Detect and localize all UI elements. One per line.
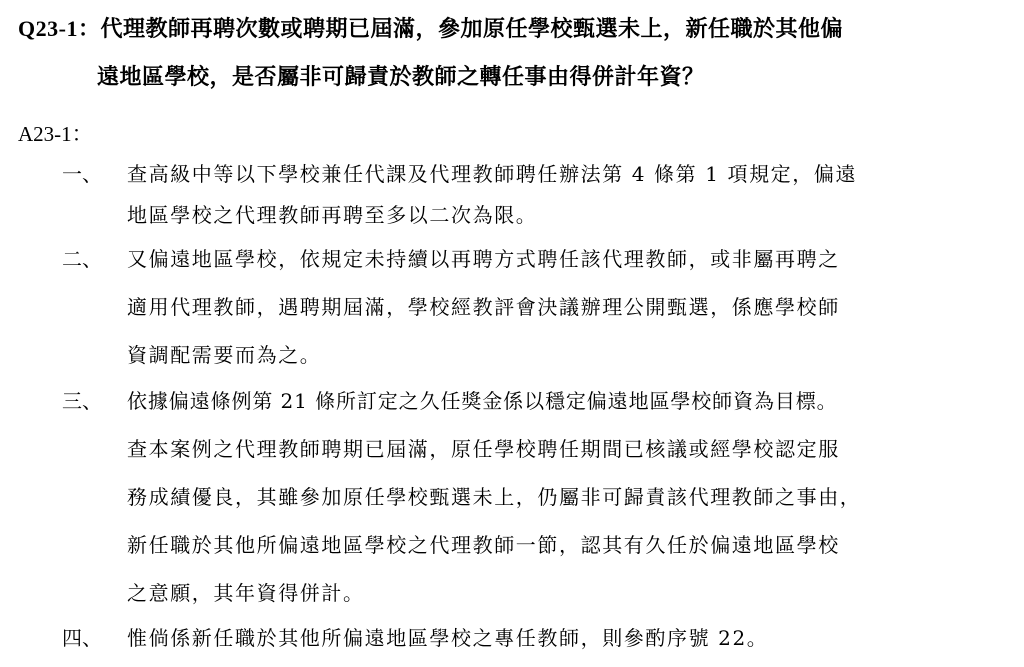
item-2-line-3: 資調配需要而為之。 (127, 343, 322, 367)
item-2-line-2: 適用代理教師，遇聘期屆滿，學校經教評會決議辦理公開甄選，係應學校師 (127, 295, 840, 319)
question-line-1 (18, 12, 843, 43)
item-marker-4: 四、 (62, 626, 102, 650)
item-3-line-2: 查本案例之代理教師聘期已屆滿，原任學校聘任期間已核議或經學校認定服 (127, 437, 840, 461)
question-text-1: 代理教師再聘次數或聘期已屆滿，參加原任學校甄選未上，新任職於其他偏 (100, 16, 843, 42)
question-line-2 (97, 60, 705, 91)
item-1-line-1: 查高級中等以下學校兼任代課及代理教師聘任辦法第 4 條第 1 項規定，偏遠 (127, 162, 858, 186)
item-marker-3: 三、 (62, 389, 102, 413)
question-text-2: 遠地區學校，是否屬非可歸責於教師之轉任事由得併計年資？ (97, 64, 705, 90)
item-marker-1: 一、 (62, 162, 102, 186)
question-label: Q23-1： (18, 16, 101, 41)
item-1-line-2: 地區學校之代理教師再聘至多以二次為限。 (127, 203, 538, 227)
item-3-line-1: 依據偏遠條例第 21 條所訂定之久任獎金係以穩定偏遠地區學校師資為目標。 (127, 389, 838, 413)
item-4-line-1: 惟倘係新任職於其他所偏遠地區學校之專任教師，則參酌序號 22。 (127, 626, 769, 650)
item-3-line-4: 新任職於其他所偏遠地區學校之代理教師一節，認其有久任於偏遠地區學校 (127, 533, 840, 557)
answer-label: A23-1： (18, 122, 93, 146)
item-2-line-1: 又偏遠地區學校，依規定未持續以再聘方式聘任該代理教師，或非屬再聘之 (127, 247, 840, 271)
item-marker-2: 二、 (62, 247, 102, 271)
item-3-line-3: 務成績優良，其雖參加原任學校甄選未上，仍屬非可歸責該代理教師之事由， (127, 485, 862, 509)
item-3-line-5: 之意願，其年資得併計。 (127, 581, 365, 605)
